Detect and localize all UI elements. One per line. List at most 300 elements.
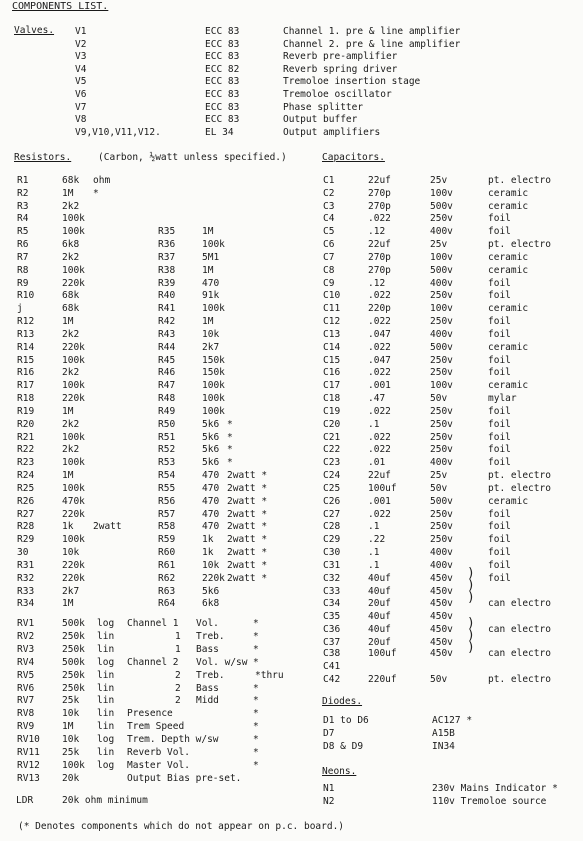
neon-desc: 230v Mains Indicator * bbox=[432, 783, 558, 794]
capacitor-value: 20uf bbox=[368, 598, 391, 610]
capacitor-ref: C23 bbox=[323, 457, 341, 469]
resistor-ref: R10 bbox=[17, 290, 35, 302]
resistor-note: * bbox=[227, 431, 233, 443]
capacitor-ref: C7 bbox=[323, 251, 335, 263]
valve-ref: V3 bbox=[75, 51, 87, 63]
pot-taper: lin bbox=[97, 643, 115, 655]
resistor-ref: R55 bbox=[158, 482, 176, 494]
pot-note: * bbox=[253, 630, 259, 642]
capacitor-voltage: 50v bbox=[430, 393, 448, 405]
resistor-ref: R14 bbox=[17, 341, 35, 353]
capacitor-type: ceramic bbox=[488, 264, 529, 276]
capacitor-ref: C16 bbox=[323, 367, 341, 379]
resistors-heading: Resistors. bbox=[14, 152, 72, 163]
pot-taper: log bbox=[97, 618, 115, 629]
resistor-ref: R49 bbox=[158, 405, 176, 417]
capacitor-value: 22uf bbox=[368, 175, 391, 186]
capacitor-value: .047 bbox=[368, 354, 391, 366]
resistor-ref: R54 bbox=[158, 470, 176, 482]
capacitor-type: foil bbox=[488, 328, 511, 340]
resistor-value: 220k bbox=[62, 508, 85, 520]
pot-note: * bbox=[253, 618, 259, 629]
capacitor-type: foil bbox=[488, 559, 511, 571]
neon-ref: N1 bbox=[323, 783, 335, 794]
pot-function: Midd bbox=[196, 695, 219, 707]
capacitor-voltage: 500v bbox=[430, 341, 453, 353]
capacitor-voltage: 500v bbox=[430, 264, 453, 276]
capacitor-type: ceramic bbox=[488, 187, 529, 199]
capacitor-voltage: 50v bbox=[430, 482, 448, 494]
pot-note: * bbox=[253, 734, 259, 746]
capacitor-type: foil bbox=[488, 290, 511, 302]
pot-channel: 2 bbox=[175, 682, 181, 694]
valve-desc: Phase splitter bbox=[283, 101, 364, 113]
pot-function: Bass bbox=[196, 682, 219, 694]
capacitor-ref: C14 bbox=[323, 341, 341, 353]
resistor-value: 470 bbox=[202, 508, 220, 520]
diode-ref: D7 bbox=[323, 727, 335, 739]
pot-function: Trem Speed bbox=[127, 721, 185, 733]
capacitor-type: pt. electro bbox=[488, 175, 551, 186]
capacitor-voltage: 450v bbox=[430, 572, 453, 584]
valve-desc: Channel 2. pre & line amplifier bbox=[283, 38, 461, 50]
valve-ref: V7 bbox=[75, 101, 87, 113]
pot-taper: lin bbox=[97, 708, 115, 720]
pot-ref: RV10 bbox=[17, 734, 40, 746]
pot-channel: 2 bbox=[175, 695, 181, 707]
resistor-value: 100k bbox=[62, 482, 85, 494]
pot-function: Output Bias pre-set. bbox=[127, 772, 242, 784]
pot-ref: RV2 bbox=[17, 630, 35, 642]
resistor-value: 100k bbox=[202, 239, 225, 251]
pot-note: * bbox=[253, 747, 259, 758]
capacitor-voltage: 250v bbox=[430, 367, 453, 379]
pot-taper: lin bbox=[97, 682, 115, 694]
capacitor-type: can electro bbox=[488, 648, 551, 659]
capacitor-value: 40uf bbox=[368, 572, 391, 584]
capacitor-ref: C35 bbox=[323, 611, 341, 623]
capacitor-value: .1 bbox=[368, 559, 380, 571]
valve-type: ECC 83 bbox=[205, 101, 240, 113]
diode-type: IN34 bbox=[432, 740, 455, 752]
capacitor-ref: C27 bbox=[323, 508, 341, 520]
resistor-value: 68k bbox=[62, 303, 80, 315]
capacitor-ref: C12 bbox=[323, 316, 341, 328]
resistor-value: 91k bbox=[202, 290, 220, 302]
capacitor-type: pt. electro bbox=[488, 470, 551, 482]
resistor-value: 100k bbox=[202, 393, 225, 405]
pot-note: * bbox=[253, 682, 259, 694]
capacitor-ref: C22 bbox=[323, 444, 341, 456]
resistor-value: 100k bbox=[62, 354, 85, 366]
resistor-value: 100k bbox=[62, 534, 85, 546]
pot-value: 10k bbox=[62, 734, 80, 746]
capacitor-value: .12 bbox=[368, 226, 386, 238]
resistor-value: 1M bbox=[62, 598, 74, 610]
valve-type: ECC 83 bbox=[205, 114, 240, 126]
capacitor-value: .022 bbox=[368, 367, 391, 379]
capacitor-value: 220uf bbox=[368, 673, 397, 685]
resistor-value: 5k6 bbox=[202, 418, 220, 430]
capacitor-voltage: 25v bbox=[430, 470, 448, 482]
capacitor-ref: C9 bbox=[323, 277, 335, 289]
pot-taper: lin bbox=[97, 669, 115, 681]
pot-channel: 1 bbox=[175, 630, 181, 642]
capacitor-type: ceramic bbox=[488, 303, 529, 315]
pot-function: Treb. bbox=[196, 669, 225, 681]
resistor-value: 100k bbox=[62, 457, 85, 469]
resistor-value: 220k bbox=[62, 572, 85, 584]
pot-note: *thru bbox=[255, 669, 284, 681]
resistor-value: 68k bbox=[62, 175, 80, 186]
capacitor-type: foil bbox=[488, 457, 511, 469]
capacitor-voltage: 100v bbox=[430, 187, 453, 199]
pot-taper: lin bbox=[97, 747, 115, 758]
valve-type: ECC 82 bbox=[205, 63, 240, 75]
resistor-ref: R34 bbox=[17, 598, 35, 610]
capacitor-ref: C26 bbox=[323, 495, 341, 507]
resistor-value: 220k bbox=[62, 559, 85, 571]
resistor-note: 2watt bbox=[93, 521, 122, 533]
resistor-ref: R36 bbox=[158, 239, 176, 251]
resistor-note: 2watt * bbox=[227, 534, 268, 546]
resistor-ref: R25 bbox=[17, 482, 35, 494]
resistor-value: 1M bbox=[202, 264, 214, 276]
capacitor-voltage: 500v bbox=[430, 495, 453, 507]
capacitor-type: foil bbox=[488, 534, 511, 546]
capacitor-value: 270p bbox=[368, 251, 391, 263]
capacitor-type: can electro bbox=[488, 624, 551, 636]
resistor-value: 220k bbox=[202, 572, 225, 584]
resistor-ref: R50 bbox=[158, 418, 176, 430]
capacitor-voltage: 450v bbox=[430, 611, 453, 623]
resistor-note: 2watt * bbox=[227, 547, 268, 559]
resistor-value: 150k bbox=[202, 354, 225, 366]
capacitor-voltage: 50v bbox=[430, 673, 448, 685]
capacitor-ref: C34 bbox=[323, 598, 341, 610]
capacitor-voltage: 500v bbox=[430, 200, 453, 212]
pot-ref: RV3 bbox=[17, 643, 35, 655]
resistor-value: 6k8 bbox=[62, 239, 80, 251]
pot-value: 250k bbox=[62, 682, 85, 694]
resistor-ref: R43 bbox=[158, 328, 176, 340]
resistor-ref: R26 bbox=[17, 495, 35, 507]
capacitor-ref: C13 bbox=[323, 328, 341, 340]
resistor-value: 100k bbox=[62, 380, 85, 392]
valve-ref: V5 bbox=[75, 76, 87, 88]
capacitor-voltage: 250v bbox=[430, 418, 453, 430]
brace-group-2: ) ) ) bbox=[467, 616, 475, 655]
pot-value: 250k bbox=[62, 643, 85, 655]
resistor-value: 5k6 bbox=[202, 431, 220, 443]
capacitor-voltage: 250v bbox=[430, 405, 453, 417]
resistor-ref: R33 bbox=[17, 585, 35, 597]
pot-note: * bbox=[253, 656, 259, 668]
resistor-value: 5M1 bbox=[202, 251, 220, 263]
resistor-ref: R18 bbox=[17, 393, 35, 405]
diode-ref: D8 & D9 bbox=[323, 740, 364, 752]
resistor-value: 2k2 bbox=[62, 200, 80, 212]
resistor-value: 5k6 bbox=[202, 457, 220, 469]
resistor-value: 1M bbox=[62, 187, 74, 199]
capacitor-voltage: 100v bbox=[430, 251, 453, 263]
capacitor-ref: C8 bbox=[323, 264, 335, 276]
pot-ref: RV7 bbox=[17, 695, 35, 707]
pot-taper: log bbox=[97, 656, 115, 668]
neon-ref: N2 bbox=[323, 795, 335, 807]
resistor-ref: R12 bbox=[17, 316, 35, 328]
capacitor-ref: C21 bbox=[323, 431, 341, 443]
capacitor-type: can electro bbox=[488, 598, 551, 610]
resistor-value: 10k bbox=[202, 328, 220, 340]
resistor-note: 2watt * bbox=[227, 508, 268, 520]
capacitor-value: .022 bbox=[368, 341, 391, 353]
resistor-value: 1k bbox=[202, 534, 214, 546]
capacitor-ref: C11 bbox=[323, 303, 341, 315]
capacitor-type: mylar bbox=[488, 393, 517, 405]
capacitor-type: pt. electro bbox=[488, 482, 551, 494]
resistor-note: 2watt * bbox=[227, 470, 268, 482]
diode-type: AC127 * bbox=[432, 715, 473, 726]
resistor-ref: 30 bbox=[17, 547, 29, 559]
pot-ref: RV1 bbox=[17, 618, 35, 629]
pot-value: 20k bbox=[62, 772, 80, 784]
resistor-ref: R62 bbox=[158, 572, 176, 584]
capacitor-type: foil bbox=[488, 213, 511, 225]
capacitor-type: ceramic bbox=[488, 341, 529, 353]
capacitor-ref: C1 bbox=[323, 175, 335, 186]
capacitor-value: .047 bbox=[368, 328, 391, 340]
resistor-value: 470 bbox=[202, 495, 220, 507]
capacitor-ref: C20 bbox=[323, 418, 341, 430]
valve-desc: Output buffer bbox=[283, 114, 358, 126]
capacitor-voltage: 450v bbox=[430, 636, 453, 648]
valve-desc: Output amplifiers bbox=[283, 126, 381, 138]
capacitor-value: .1 bbox=[368, 521, 380, 533]
capacitor-voltage: 250v bbox=[430, 213, 453, 225]
resistor-note: 2watt * bbox=[227, 521, 268, 533]
resistor-value: 6k8 bbox=[202, 598, 220, 610]
pot-function: Vol. bbox=[196, 618, 219, 629]
resistor-note: 2watt * bbox=[227, 495, 268, 507]
resistor-value: 220k bbox=[62, 393, 85, 405]
capacitor-type: pt. electro bbox=[488, 239, 551, 251]
resistor-value: 150k bbox=[202, 367, 225, 379]
valve-desc: Reverb spring driver bbox=[283, 63, 398, 75]
resistor-note: * bbox=[227, 457, 233, 469]
ldr-ref: LDR bbox=[16, 795, 34, 806]
resistor-ref: R64 bbox=[158, 598, 176, 610]
resistor-value: 1M bbox=[62, 316, 74, 328]
capacitor-type: foil bbox=[488, 572, 511, 584]
pot-channel: Channel 1 bbox=[127, 618, 179, 629]
pot-ref: RV6 bbox=[17, 682, 35, 694]
capacitor-ref: C42 bbox=[323, 673, 341, 685]
pot-value: 500k bbox=[62, 618, 85, 629]
pot-note: * bbox=[253, 708, 259, 720]
pot-value: 10k bbox=[62, 708, 80, 720]
page-title: COMPONENTS LIST. bbox=[12, 1, 109, 12]
resistor-ref: R53 bbox=[158, 457, 176, 469]
capacitor-ref: C37 bbox=[323, 636, 341, 648]
pot-value: 1M bbox=[62, 721, 74, 733]
pot-taper: lin bbox=[97, 630, 115, 642]
resistor-ref: R60 bbox=[158, 547, 176, 559]
resistor-ref: R59 bbox=[158, 534, 176, 546]
capacitor-ref: C3 bbox=[323, 200, 335, 212]
capacitor-ref: C6 bbox=[323, 239, 335, 251]
resistor-ref: R2 bbox=[17, 187, 29, 199]
resistor-ref: R61 bbox=[158, 559, 176, 571]
pot-ref: RV13 bbox=[17, 772, 40, 784]
resistor-ref: R27 bbox=[17, 508, 35, 520]
pot-function: Vol. w/sw bbox=[196, 656, 248, 668]
capacitor-ref: C10 bbox=[323, 290, 341, 302]
pot-note: * bbox=[253, 721, 259, 733]
capacitor-voltage: 450v bbox=[430, 648, 453, 659]
capacitor-ref: C32 bbox=[323, 572, 341, 584]
capacitor-voltage: 250v bbox=[430, 534, 453, 546]
capacitor-type: foil bbox=[488, 367, 511, 379]
resistor-value: 2k7 bbox=[202, 341, 220, 353]
resistor-value: 1M bbox=[202, 316, 214, 328]
pot-ref: RV5 bbox=[17, 669, 35, 681]
resistor-ref: R56 bbox=[158, 495, 176, 507]
resistor-ref: R29 bbox=[17, 534, 35, 546]
capacitor-value: .01 bbox=[368, 457, 386, 469]
capacitor-voltage: 250v bbox=[430, 290, 453, 302]
pot-function: Treb. bbox=[196, 630, 225, 642]
pot-channel: 2 bbox=[175, 669, 181, 681]
pot-taper: log bbox=[97, 759, 115, 771]
capacitor-voltage: 250v bbox=[430, 354, 453, 366]
resistor-ref: R8 bbox=[17, 264, 29, 276]
resistor-ref: R17 bbox=[17, 380, 35, 392]
pot-function: Reverb Vol. bbox=[127, 747, 190, 758]
resistor-value: 10k bbox=[62, 547, 80, 559]
pot-value: 500k bbox=[62, 656, 85, 668]
capacitor-ref: C31 bbox=[323, 559, 341, 571]
capacitor-voltage: 250v bbox=[430, 521, 453, 533]
resistor-ref: R7 bbox=[17, 251, 29, 263]
neon-desc: 110v Tremoloe source bbox=[432, 795, 547, 807]
valve-type: EL 34 bbox=[205, 126, 234, 138]
capacitor-voltage: 25v bbox=[430, 239, 448, 251]
capacitor-type: pt. electro bbox=[488, 673, 551, 685]
resistor-ref: R5 bbox=[17, 226, 29, 238]
resistor-ref: R4 bbox=[17, 213, 29, 225]
capacitor-value: .001 bbox=[368, 380, 391, 392]
capacitor-type: foil bbox=[488, 316, 511, 328]
resistor-value: 470k bbox=[62, 495, 85, 507]
capacitor-type: foil bbox=[488, 444, 511, 456]
resistor-note: * bbox=[227, 418, 233, 430]
resistor-note: 2watt * bbox=[227, 572, 268, 584]
resistor-ref: R57 bbox=[158, 508, 176, 520]
capacitor-type: ceramic bbox=[488, 251, 529, 263]
pot-value: 100k bbox=[62, 759, 85, 771]
neons-heading: Neons. bbox=[322, 766, 357, 777]
capacitor-voltage: 100v bbox=[430, 303, 453, 315]
valve-desc: Reverb pre-amplifier bbox=[283, 51, 398, 63]
valve-desc: Tremoloe oscillator bbox=[283, 89, 392, 100]
capacitor-value: .1 bbox=[368, 547, 380, 559]
capacitor-ref: C18 bbox=[323, 393, 341, 405]
resistor-ref: R63 bbox=[158, 585, 176, 597]
resistor-value: 2k2 bbox=[62, 328, 80, 340]
capacitor-value: .022 bbox=[368, 316, 391, 328]
pot-channel: 1 bbox=[175, 643, 181, 655]
resistor-value: 2k2 bbox=[62, 251, 80, 263]
capacitor-value: .022 bbox=[368, 405, 391, 417]
valve-type: ECC 83 bbox=[205, 76, 240, 88]
pot-taper: log bbox=[97, 734, 115, 746]
capacitor-ref: C36 bbox=[323, 624, 341, 636]
resistor-ref: R41 bbox=[158, 303, 176, 315]
capacitor-value: .022 bbox=[368, 431, 391, 443]
resistor-ref: R37 bbox=[158, 251, 176, 263]
capacitor-value: .12 bbox=[368, 277, 386, 289]
pot-channel: Channel 2 bbox=[127, 656, 179, 668]
resistor-ref: R58 bbox=[158, 521, 176, 533]
resistor-value: 100k bbox=[62, 226, 85, 238]
valve-ref: V4 bbox=[75, 63, 87, 75]
pot-ref: RV4 bbox=[17, 656, 35, 668]
ldr-value: 20k ohm minimum bbox=[62, 795, 148, 806]
pot-value: 25k bbox=[62, 747, 80, 758]
resistor-ref: R24 bbox=[17, 470, 35, 482]
capacitor-ref: C17 bbox=[323, 380, 341, 392]
resistor-ref: R46 bbox=[158, 367, 176, 379]
valve-type: ECC 83 bbox=[205, 38, 240, 50]
resistor-value: 100k bbox=[62, 264, 85, 276]
valve-type: ECC 83 bbox=[205, 26, 240, 37]
pot-value: 25k bbox=[62, 695, 80, 707]
capacitor-value: 40uf bbox=[368, 585, 391, 597]
footnote: (* Denotes components which do not appear on p.c. board.) bbox=[18, 821, 345, 832]
resistor-value: 10k bbox=[202, 559, 220, 571]
capacitor-value: .1 bbox=[368, 418, 380, 430]
resistor-value: 220k bbox=[62, 341, 85, 353]
resistor-value: 470 bbox=[202, 482, 220, 494]
resistor-ref: R45 bbox=[158, 354, 176, 366]
diode-ref: D1 to D6 bbox=[323, 715, 369, 726]
resistor-ref: R48 bbox=[158, 393, 176, 405]
resistor-value: 1k bbox=[62, 521, 74, 533]
resistor-ref: R51 bbox=[158, 431, 176, 443]
capacitor-value: .47 bbox=[368, 393, 386, 405]
brace-group-1: ) ) ) bbox=[467, 566, 475, 605]
capacitor-type: foil bbox=[488, 521, 511, 533]
resistor-value: 1M bbox=[202, 226, 214, 238]
resistor-ref: j bbox=[17, 303, 23, 315]
pot-function: Presence bbox=[127, 708, 173, 720]
capacitor-value: 40uf bbox=[368, 611, 391, 623]
resistor-ref: R52 bbox=[158, 444, 176, 456]
resistor-ref: R42 bbox=[158, 316, 176, 328]
diode-type: A15B bbox=[432, 727, 455, 739]
capacitor-value: 100uf bbox=[368, 648, 397, 659]
resistor-value: 2k7 bbox=[62, 585, 80, 597]
capacitor-value: 270p bbox=[368, 264, 391, 276]
valve-desc: Channel 1. pre & line amplifier bbox=[283, 26, 461, 37]
resistor-ref: R1 bbox=[17, 175, 29, 186]
capacitor-value: .022 bbox=[368, 213, 391, 225]
resistor-value: 100k bbox=[62, 213, 85, 225]
capacitor-value: .001 bbox=[368, 495, 391, 507]
capacitor-ref: C30 bbox=[323, 547, 341, 559]
capacitor-type: foil bbox=[488, 547, 511, 559]
